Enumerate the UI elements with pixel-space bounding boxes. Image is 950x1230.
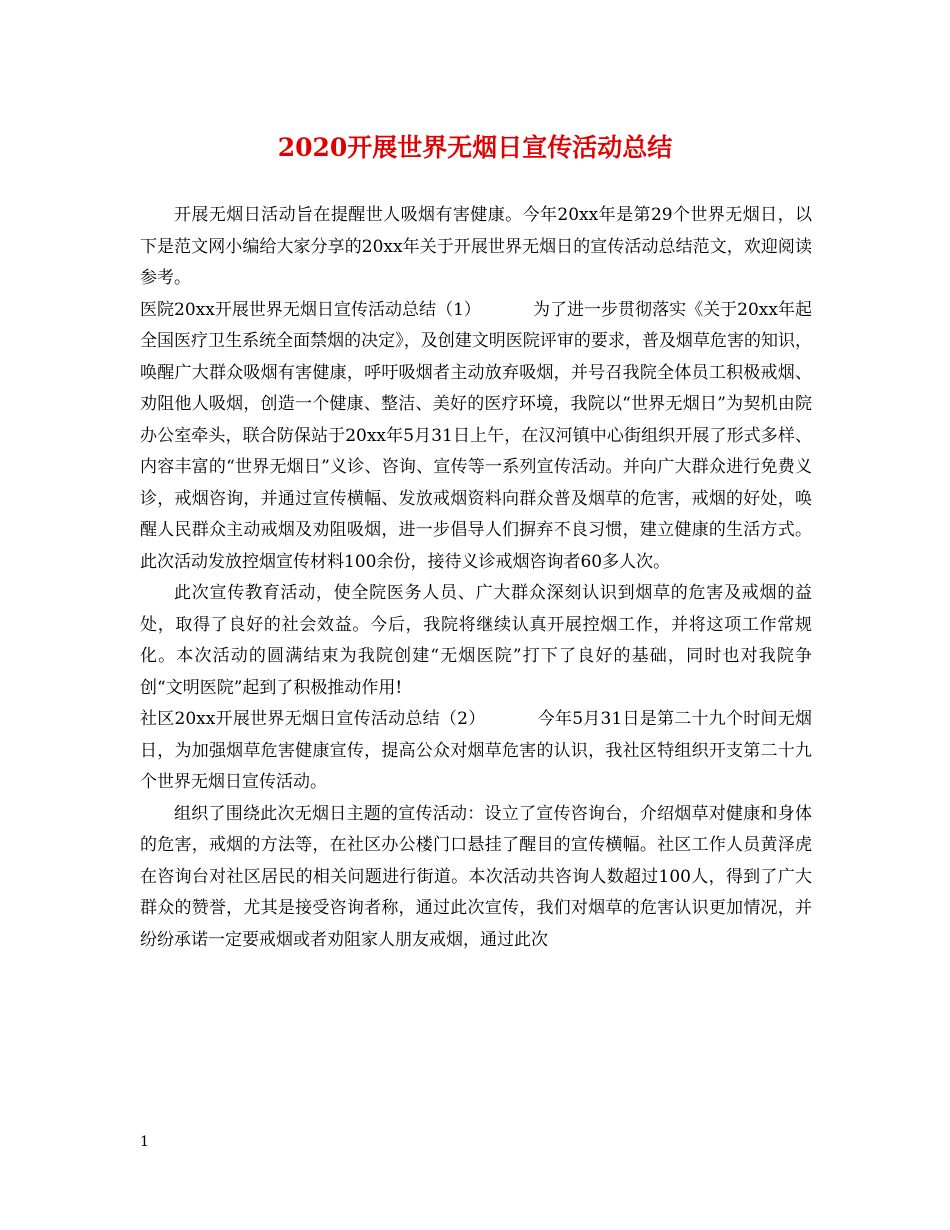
intro-paragraph: 开展无烟日活动旨在提醒世人吸烟有害健康。今年20xx年是第29个世界无烟日，以下是范文网小编给大家分享的20xx年关于开展世界无烟日的宣传活动总结范文，欢迎阅读参考。 [140,205,812,288]
page-number: 1 [140,1134,149,1150]
community-section-paragraph [140,704,812,799]
community-activity-paragraph: 组织了围绕此次无烟日主题的宣传活动：设立了宣传咨询台，介绍烟草对健康和身体的危害，戒烟的方法等，在社区办公楼门口悬挂了醒目的宣传横幅。社区工作人员黄泽虎在咨询台对社区居民的相关问题进行街道。本次活动共咨询人数超过100人，得到了广大群众的赞誉，尤其是接受咨询者称，通过此次宣传，我们对烟草的危害认识更加情况，并纷纷承诺一定要戒烟或者劝阻家人朋友戒烟，通过此次 [140,803,812,950]
community-section-heading: 社区20xx开展世界无烟日宣传活动总结（2） [140,709,486,729]
community-section-text: 今年5月31日是第二十九个时间无烟日，为加强烟草危害健康宣传，提高公众对烟草危害的认识，我社区特组织开支第二十九个世界无烟日宣传活动。 [140,709,812,792]
hospital-section-heading: 医院20xx开展世界无烟日宣传活动总结（1） [140,299,481,320]
hospital-section-text: 为了进一步贯彻落实《关于20xx年起全国医疗卫生系统全面禁烟的决定》，及创建文明医院评审的要求，普及烟草危害的知识，唤醒广大群众吸烟有害健康，呼吁吸烟者主动放弃吸烟，并号召我院全体员工积极戒烟、劝阻他人吸烟，创造一个健康、整洁、美好的医疗环境，我院以“世界无烟日”为契机由院办公室牵头，联合防保站于20xx年5月31日上午，在汉河镇中心街组织开展了形式多样、内容丰富的“世界无烟日”义诊、咨询、宣传等一系列宣传活动。并向广大群众进行免费义诊，戒烟咨询，并通过宣传横幅、发放戒烟资料向群众普及烟草的危害，戒烟的好处，唤醒人民群众主动戒烟及劝阻吸烟，进一步倡导人们摒弃不良习惯，建立健康的生活方式。此次活动发放控烟宣传材料100余份，接待义诊戒烟咨询者60多人次。 [140,299,812,572]
hospital-section-paragraph [140,295,812,579]
document-body [140,200,812,956]
hospital-result-paragraph: 此次宣传教育活动，使全院医务人员、广大群众深刻认识到烟草的危害及戒烟的益处，取得了良好的社会效益。今后，我院将继续认真开展控烟工作，并将这项工作常规化。本次活动的圆满结束为我院创建“无烟医院”打下了良好的基础，同时也对我院争创“文明医院”起到了积极推动作用! [140,583,812,698]
document-title: 2020开展世界无烟日宣传活动总结 [277,133,673,162]
